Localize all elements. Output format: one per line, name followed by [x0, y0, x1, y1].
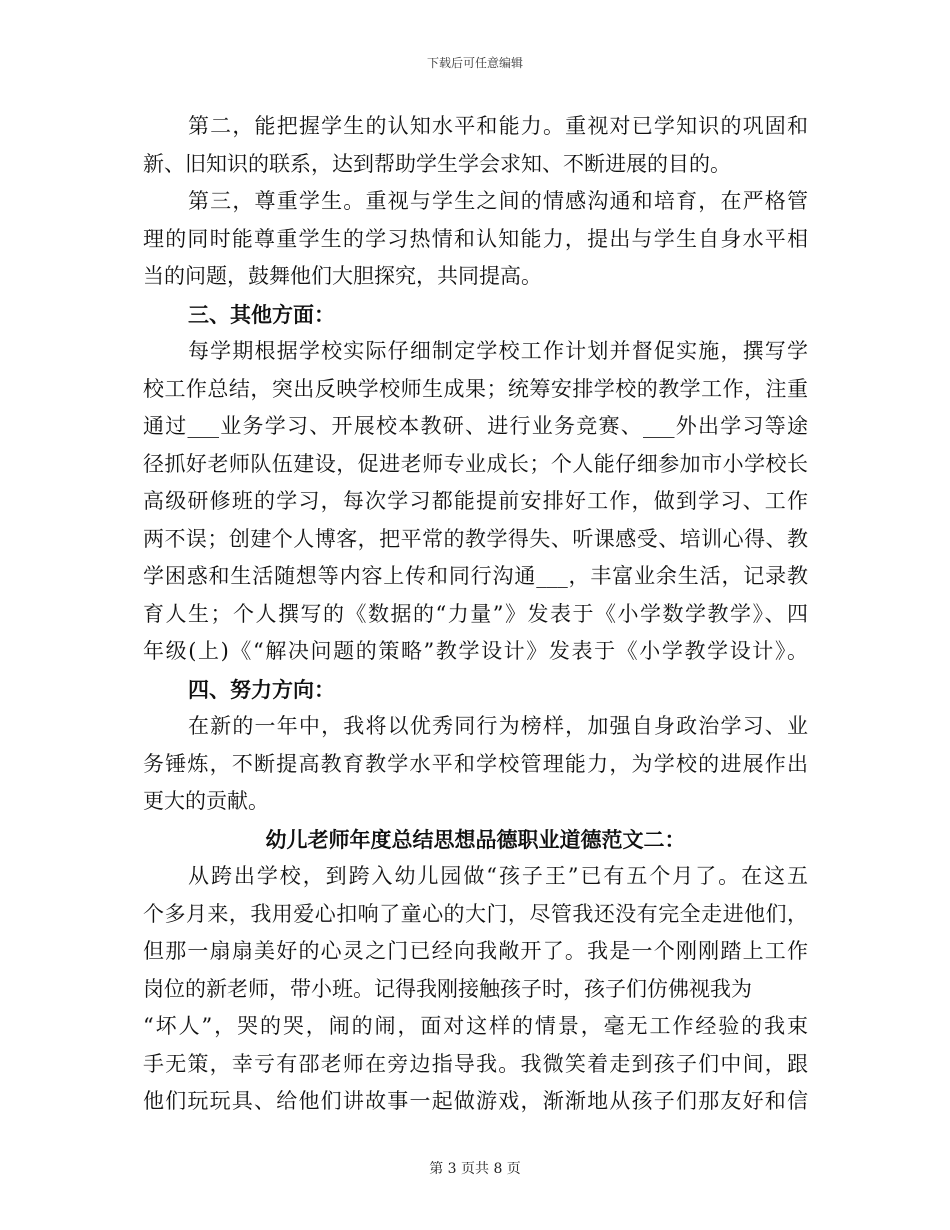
page-header-note: 下载后可任意编辑 [426, 56, 523, 70]
text-line: 手无策，幸亏有邵老师在旁边指导我。我微笑着走到孩子们中间，跟 [143, 1051, 808, 1076]
text-line: 径抓好老师队伍建设，促进老师专业成长；个人能仔细参加市小学校长 [143, 451, 808, 476]
text-line: 在新的一年中，我将以优秀同行为榜样，加强自身政治学习、业 [188, 714, 808, 738]
text-line: 第三，尊重学生。重视与学生之间的情感沟通和培育，在严格管 [188, 189, 808, 213]
text-line: 岗位的新老师，带小班。记得我刚接触孩子时，孩子们仿佛视我为 [143, 976, 752, 1001]
text-line: 高级研修班的学习，每次学习都能提前安排好工作，做到学习、工作 [143, 489, 808, 513]
text-line: 学困惑和生活随想等内容上传和同行沟通___，丰富业余生活，记录教 [143, 564, 808, 588]
text-line: 个多月来，我用爱心扣响了童心的大门，尽管我还没有完全走进他们， [143, 901, 808, 926]
section-heading: 四、努力方向： [188, 676, 335, 702]
text-line: 通过___业务学习、开展校本教研、进行业务竞赛、___外出学习等途 [143, 414, 808, 438]
text-line: 两不误；创建个人博客，把平常的教学得失、听课感受、培训心得、教 [143, 526, 808, 551]
text-line: 更大的贡献。 [143, 789, 269, 813]
text-line: 理的同时能尊重学生的学习热情和认知能力，提出与学生自身水平相 [143, 226, 808, 251]
text-line: 年级(上)《“解决问题的策略”教学设计》发表于《小学教学设计》。 [143, 639, 808, 663]
text-line: 新、旧知识的联系，达到帮助学生学会求知、不断进展的目的。 [143, 151, 731, 176]
text-line: 他们玩玩具、给他们讲故事一起做游戏，渐渐地从孩子们那友好和信 [143, 1089, 808, 1113]
section-heading: 三、其他方面： [188, 301, 335, 327]
text-line: 当的问题，鼓舞他们大胆探究，共同提高。 [143, 264, 542, 288]
text-line: 校工作总结，突出反映学校师生成果；统筹安排学校的教学工作，注重 [143, 376, 808, 401]
document-body [143, 108, 808, 1121]
text-line: 从跨出学校，到跨入幼儿园做“孩子王”已有五个月了。在这五 [188, 864, 808, 888]
text-line: 务锤炼，不断提高教育教学水平和学校管理能力，为学校的进展作出 [143, 751, 808, 776]
text-line: 第二，能把握学生的认知水平和能力。重视对已学知识的巩固和 [188, 114, 808, 138]
text-line: 育人生；个人撰写的《数据的“力量”》发表于《小学数学教学》、四 [143, 601, 808, 626]
text-line: 但那一扇扇美好的心灵之门已经向我敞开了。我是一个刚刚踏上工作 [143, 939, 808, 963]
text-line: 每学期根据学校实际仔细制定学校工作计划并督促实施，撰写学 [188, 339, 808, 363]
text-line: “坏人”，哭的哭，闹的闹，面对这样的情景，毫无工作经验的我束 [143, 1014, 808, 1038]
section-title: 幼儿老师年度总结思想品德职业道德范文二： [265, 826, 686, 852]
page-number: 第 3 页共 8 页 [429, 1161, 521, 1177]
